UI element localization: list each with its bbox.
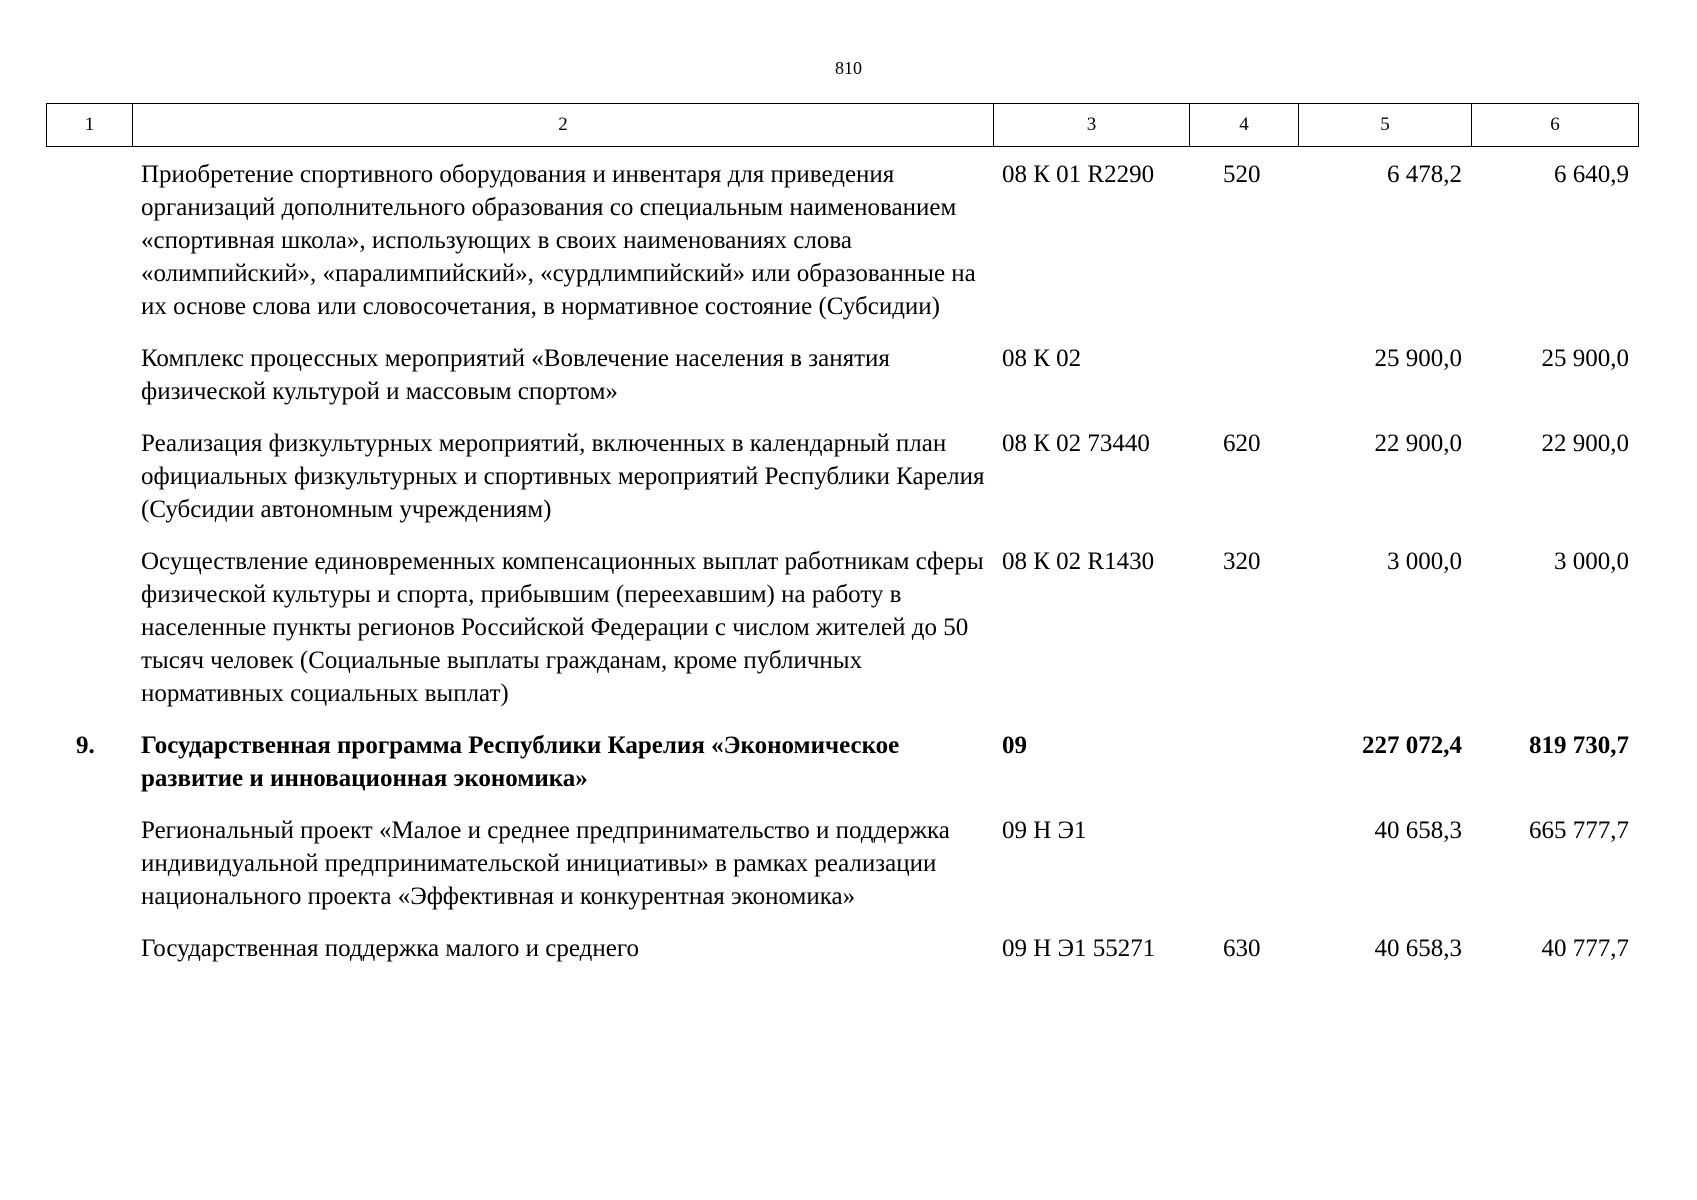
- table-body: [46, 150, 1638, 976]
- table-row: [46, 537, 1638, 721]
- row-expense-type: 620: [1223, 430, 1261, 457]
- row-expense-type: 630: [1223, 935, 1261, 962]
- row-number: [46, 150, 132, 334]
- row-number: [46, 419, 132, 537]
- table-row: [46, 334, 1638, 419]
- row-amount-2: 40 777,7: [1541, 935, 1629, 962]
- row-expense-type: 320: [1223, 548, 1261, 575]
- row-code: 08 К 02: [1002, 345, 1082, 372]
- row-code: 09 Н Э1 55271: [1002, 935, 1156, 962]
- row-amount-2: 665 777,7: [1529, 817, 1629, 844]
- row-amount-2: 22 900,0: [1541, 430, 1629, 457]
- row-amount-1: 25 900,0: [1374, 345, 1462, 372]
- table-row-program: [46, 721, 1638, 806]
- row-amount-2: 6 640,9: [1554, 161, 1629, 188]
- row-amount-2: 25 900,0: [1541, 345, 1629, 372]
- row-amount-2: 819 730,7: [1529, 732, 1629, 759]
- row-number: [46, 806, 132, 924]
- row-amount-1: 40 658,3: [1374, 935, 1462, 962]
- row-amount-1: 227 072,4: [1362, 732, 1462, 759]
- row-amount-1: 6 478,2: [1387, 161, 1462, 188]
- row-code: 08 К 01 R2290: [1002, 161, 1155, 188]
- table-row: [46, 419, 1638, 537]
- row-code: 09 Н Э1: [1002, 817, 1087, 844]
- row-code: 08 К 02 R1430: [1002, 548, 1155, 575]
- table-row: [46, 924, 1638, 976]
- table-row: [46, 806, 1638, 924]
- table-row: [46, 150, 1638, 334]
- row-name: Приобретение спортивного оборудования и инвентаря для приведения организаций дополнительного образования со специальным наименованием «спортивная школа», использующих в своих наименованиях слова «олимпийский», «паралимпийский», «сурдлимпийский» или образованные на их основе слова или словосочетания, в нормативное состояние (Субсидии): [141, 161, 976, 320]
- header-col-6: 6: [1472, 104, 1639, 147]
- header-col-4: 4: [1190, 104, 1299, 147]
- row-name: Осуществление единовременных компенсационных выплат работникам сферы физической культуры и спорта, прибывшим (переехавшим) на работу в населенные пункты регионов Российской Федерации с числом жителей до 50 тысяч человек (Социальные выплаты гражданам, кроме публичных нормативных социальных выплат): [141, 548, 984, 707]
- header-col-2: 2: [133, 104, 994, 147]
- header-col-3: 3: [994, 104, 1190, 147]
- row-code: 08 К 02 73440: [1002, 430, 1150, 457]
- page-number: 810: [835, 58, 862, 78]
- row-number: [46, 537, 132, 721]
- row-amount-1: 22 900,0: [1374, 430, 1462, 457]
- row-amount-2: 3 000,0: [1554, 548, 1629, 575]
- header-row: [47, 104, 1639, 147]
- row-name: Реализация физкультурных мероприятий, включенных в календарный план официальных физкультурных и спортивных мероприятий Республики Карелия (Субсидии автономным учреждениям): [141, 430, 985, 523]
- row-expense-type: [1189, 806, 1298, 924]
- row-number: [46, 334, 132, 419]
- row-name: Государственная поддержка малого и среднего: [141, 935, 639, 962]
- row-amount-1: 40 658,3: [1374, 817, 1462, 844]
- header-col-5: 5: [1299, 104, 1472, 147]
- row-name: Региональный проект «Малое и среднее предпринимательство и поддержка индивидуальной предпринимательской инициативы» в рамках реализации национального проекта «Эффективная и конкурентная экономика»: [141, 817, 950, 910]
- row-code: 09: [1002, 732, 1027, 759]
- table-header: [46, 103, 1639, 147]
- row-expense-type: [1189, 334, 1298, 419]
- row-number: [46, 924, 132, 976]
- row-amount-1: 3 000,0: [1387, 548, 1462, 575]
- row-expense-type: [1189, 721, 1298, 806]
- budget-table: [46, 150, 1638, 976]
- row-expense-type: 520: [1223, 161, 1261, 188]
- header-col-1: 1: [47, 104, 133, 147]
- row-name: Комплекс процессных мероприятий «Вовлечение населения в занятия физической культурой и массовым спортом»: [141, 345, 890, 405]
- row-name: Государственная программа Республики Карелия «Экономическое развитие и инновационная экономика»: [141, 732, 900, 792]
- row-number: 9.: [76, 732, 95, 759]
